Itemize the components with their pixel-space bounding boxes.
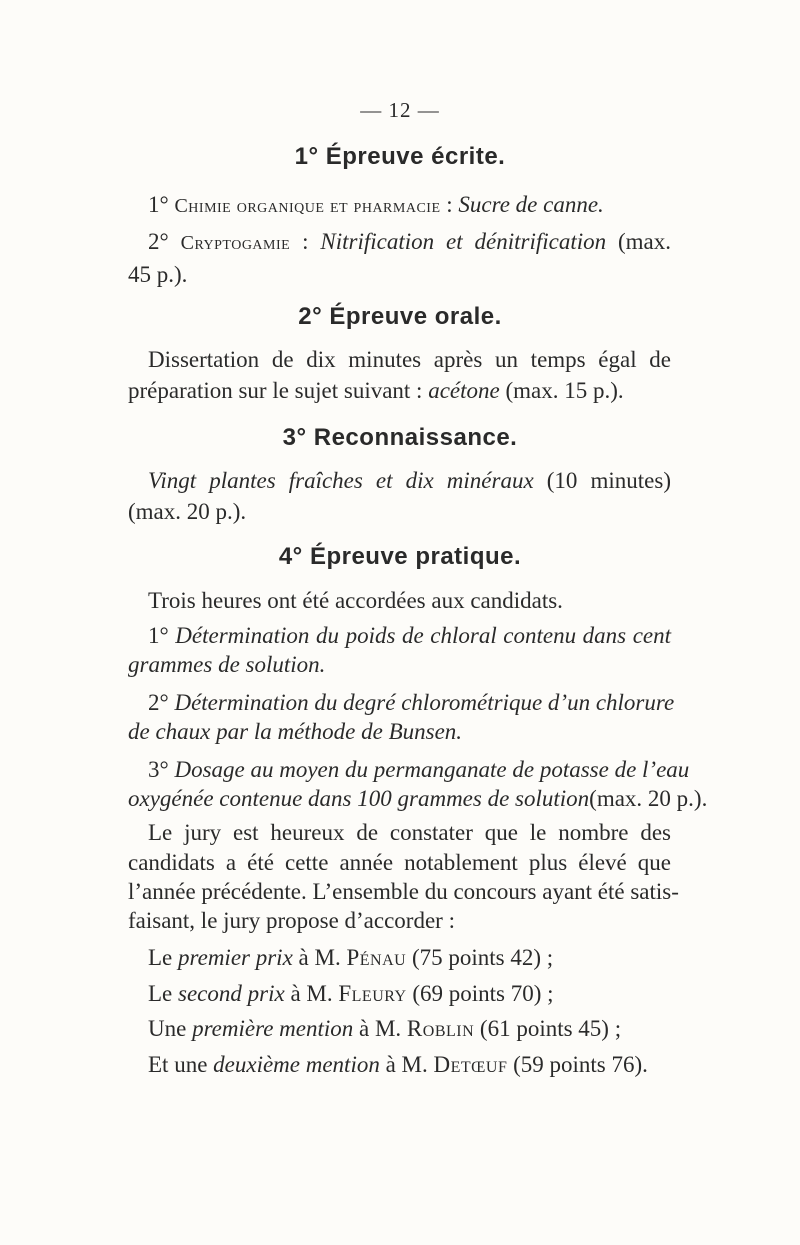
- s2-line-2: [128, 376, 671, 406]
- s4-i2-text-b: de chaux par la méthode de Bunsen.: [128, 719, 463, 744]
- s4-i2-num: 2°: [148, 690, 175, 715]
- page-number: — 12 —: [360, 98, 440, 122]
- s4-i3-tail: (max. 20 p.).: [589, 786, 708, 811]
- s1-l2-topic: Nitrification et dénitrification: [320, 229, 607, 254]
- award-connector: à M.: [379, 1052, 434, 1077]
- s4-i1-text-a: Détermination du poids de chloral contenu dans cent: [175, 623, 672, 648]
- s1-line-3: 45 p.).: [128, 262, 188, 287]
- award-title: deuxième mention: [213, 1052, 380, 1077]
- s4-intro: Trois heures ont été accordées aux candidats.: [148, 588, 563, 613]
- award-title: premier prix: [178, 945, 293, 970]
- award-points: (69 points 70) ;: [406, 981, 554, 1006]
- s4-paragraph-line-2: candidats a été cette année notablement plus élevé que: [128, 850, 671, 875]
- s4-item-2-b: [128, 717, 671, 747]
- s4-paragraph-line-3: l’année précédente. L’ensemble du concours ayant été satis-: [128, 879, 679, 904]
- s4-item-1-b: [128, 650, 671, 680]
- award-connector: à M.: [284, 981, 339, 1006]
- s3-l1-topic: Vingt plantes fraîches et dix minéraux: [148, 468, 534, 493]
- award-winner-name: Detœuf: [433, 1052, 508, 1077]
- heading-epreuve-ecrite: 1° Épreuve écrite.: [294, 143, 506, 170]
- s4-i3-text-a: Dosage au moyen du permanganate de potasse de l’eau: [174, 757, 690, 782]
- award-prefix: Le: [148, 945, 179, 970]
- s3-line-2: (max. 20 p.).: [128, 499, 247, 524]
- s4-i1-text-b: grammes de solution.: [128, 652, 326, 677]
- s4-i1-num: 1°: [148, 623, 176, 648]
- s2-l2-topic: acétone: [428, 378, 500, 403]
- heading-reconnaissance: 3° Reconnaissance.: [282, 424, 518, 451]
- award-connector: à M.: [353, 1016, 407, 1041]
- award-line: [148, 1014, 671, 1044]
- s4-i2-text-a: Détermination du degré chlorométrique d’un chlorure: [174, 690, 675, 715]
- award-line: [148, 979, 671, 1009]
- award-connector: à M.: [292, 945, 347, 970]
- s1-l2-subject: Cryptogamie: [180, 232, 291, 254]
- s4-i3-text-b: oxygénée contenue dans 100 grammes de solution: [128, 786, 590, 811]
- award-prefix: Et une: [148, 1052, 214, 1077]
- award-prefix: Le: [148, 981, 179, 1006]
- award-winner-name: Roblin: [406, 1016, 475, 1041]
- s2-l2-b: (max. 15 p.).: [499, 378, 624, 403]
- s1-l1-sep: :: [440, 192, 459, 217]
- s4-item-3-a: [148, 755, 690, 785]
- s1-l1-subject: Chimie organique et pharmacie: [174, 195, 441, 217]
- s1-l2-sep: :: [290, 229, 321, 254]
- s4-i3-num: 3°: [148, 757, 175, 782]
- award-line: [148, 1050, 671, 1080]
- s1-line-2: [148, 227, 671, 258]
- award-points: (75 points 42) ;: [406, 945, 554, 970]
- award-title: second prix: [178, 981, 285, 1006]
- heading-epreuve-pratique: 4° Épreuve pratique.: [278, 543, 522, 570]
- award-points: (61 points 45) ;: [474, 1016, 622, 1041]
- s2-line-1: Dissertation de dix minutes après un temps égal de: [148, 347, 671, 372]
- award-winner-name: Pénau: [346, 945, 407, 970]
- s1-l1-topic: Sucre de canne.: [458, 192, 604, 217]
- s4-item-1-a: [148, 621, 671, 651]
- s3-line-1: [148, 466, 671, 496]
- s1-line-1: [148, 190, 671, 221]
- award-winner-name: Fleury: [338, 981, 407, 1006]
- s4-item-3-b: [128, 784, 708, 814]
- s2-l2-a: préparation sur le sujet suivant :: [128, 378, 429, 403]
- s1-l1-num: 1°: [148, 192, 169, 217]
- s1-l2-num: 2°: [148, 229, 169, 254]
- award-line: [148, 943, 671, 973]
- award-points: (59 points 76).: [507, 1052, 648, 1077]
- heading-epreuve-orale: 2° Épreuve orale.: [298, 303, 502, 330]
- s1-l2-tail: (max.: [606, 229, 672, 254]
- s4-item-2-a: [148, 688, 675, 718]
- award-prefix: Une: [148, 1016, 193, 1041]
- s3-l1-b: (10 minutes): [533, 468, 671, 493]
- s4-paragraph-line-4: faisant, le jury propose d’accorder :: [128, 908, 455, 933]
- s4-paragraph-line-1: Le jury est heureux de constater que le nombre des: [148, 820, 671, 845]
- award-title: première mention: [192, 1016, 354, 1041]
